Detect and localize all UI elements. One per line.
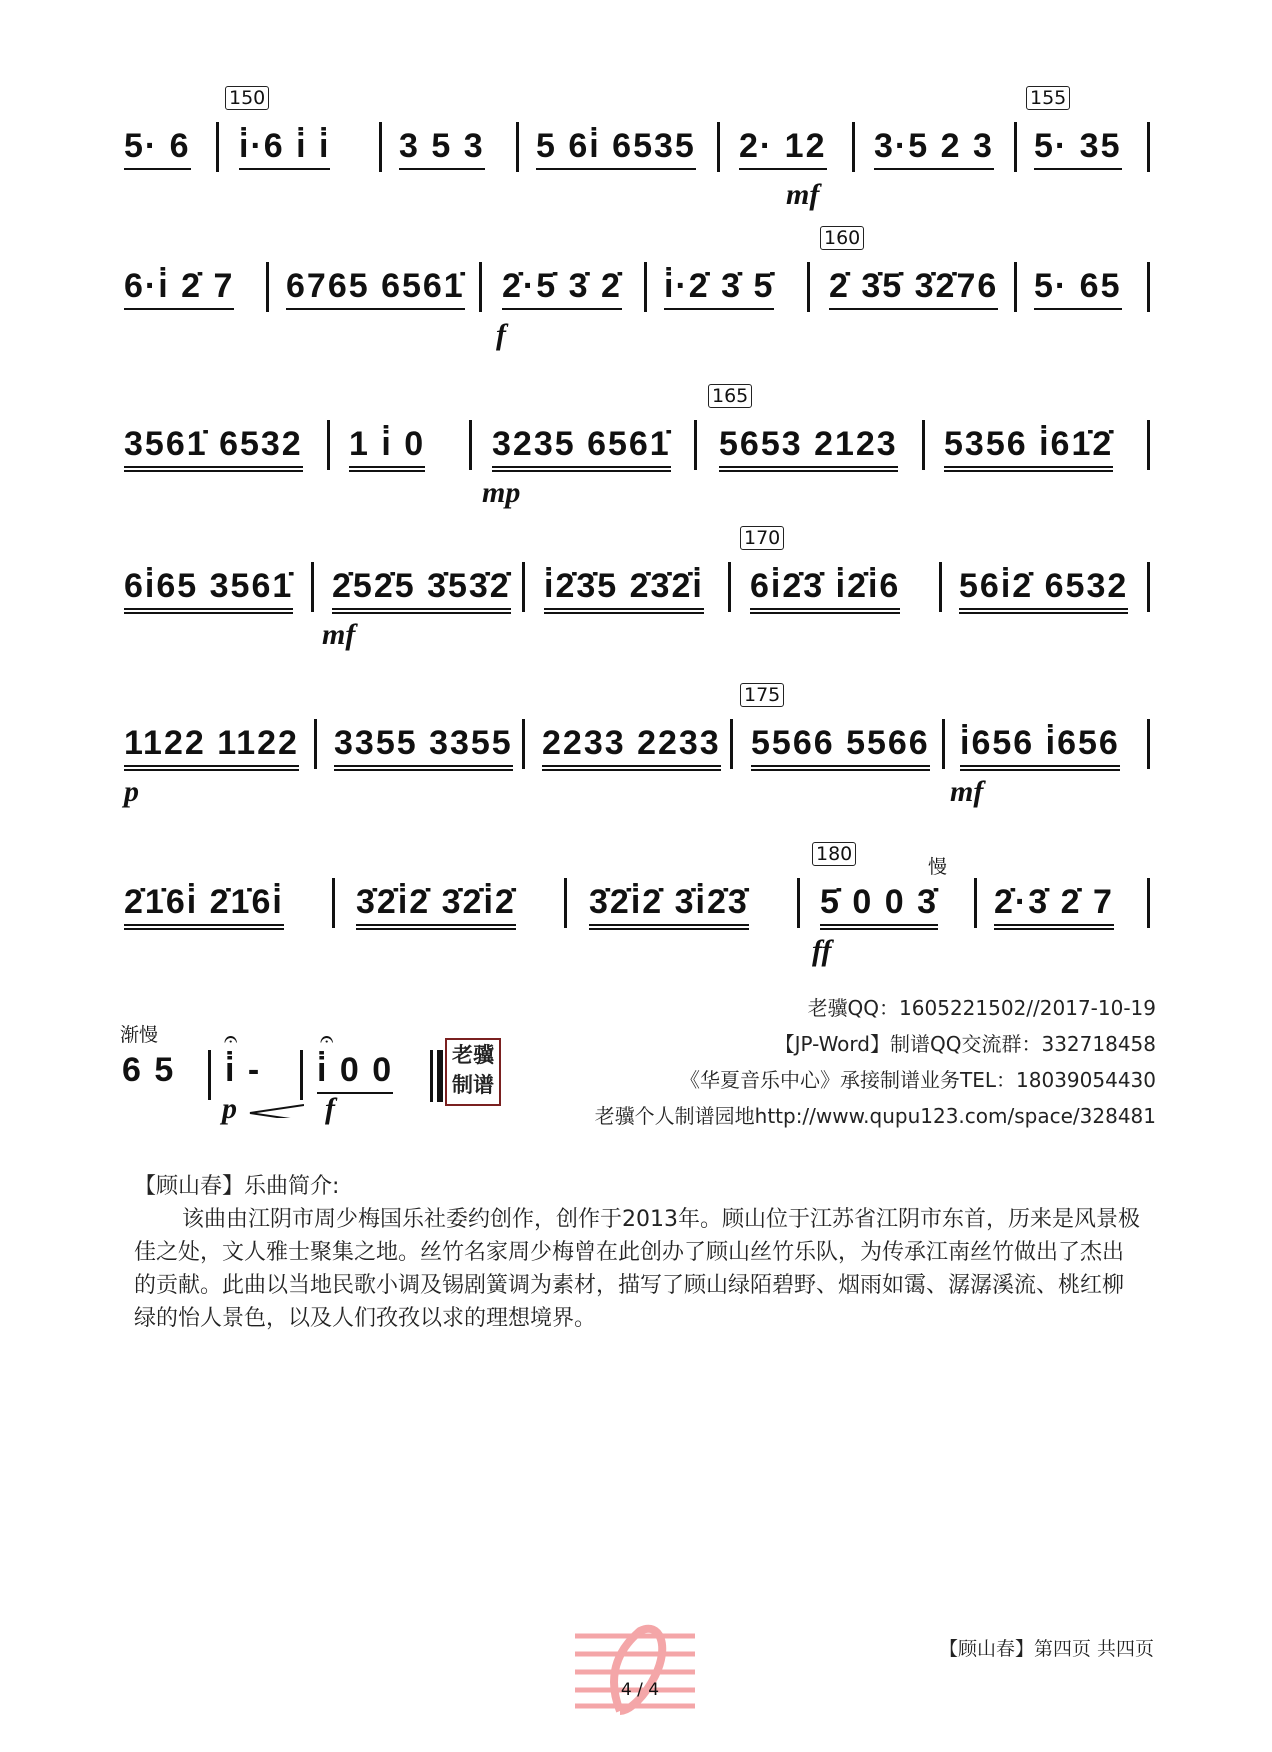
barline bbox=[1147, 719, 1150, 769]
measure-number: 155 bbox=[1026, 86, 1070, 110]
note-group: 5653 2123 bbox=[719, 424, 898, 472]
note-group: 6i̇65 3561̇ bbox=[124, 566, 293, 614]
stamp-line: 老骥 bbox=[452, 1043, 494, 1067]
barline bbox=[644, 262, 647, 312]
measure-number: 170 bbox=[740, 526, 784, 550]
barline bbox=[728, 562, 731, 612]
note-group: 56i̇2̇ 6532 bbox=[959, 566, 1128, 614]
barline bbox=[1014, 122, 1017, 172]
barline bbox=[216, 122, 219, 172]
measure-number: 150 bbox=[225, 86, 269, 110]
dynamic-marking: p bbox=[124, 775, 139, 808]
dynamic-marking: mf bbox=[786, 178, 820, 211]
intro bbox=[134, 1170, 1144, 1335]
note-group: i̇ - bbox=[225, 1051, 262, 1089]
barline bbox=[311, 562, 314, 612]
barline bbox=[797, 878, 800, 928]
credit-group: 【JP-Word】制谱QQ交流群：332718458 bbox=[774, 1032, 1156, 1056]
note-group: 6 5 bbox=[122, 1051, 176, 1089]
note-group: 1122 1122 bbox=[124, 723, 299, 771]
barline bbox=[300, 1050, 303, 1100]
note-group: i̇·6 i̇ i̇ bbox=[239, 126, 330, 170]
dynamic-marking: ff bbox=[812, 934, 832, 967]
score-row bbox=[124, 843, 1149, 967]
intro-body: 该曲由江阴市周少梅国乐社委约创作，创作于2013年。顾山位于江苏省江阴市东首，历来是风景极佳之处，文人雅士聚集之地。丝竹名家周少梅曾在此创办了顾山丝竹乐队，为传承江南丝竹做出了杰出的贡献。此曲以当地民歌小调及锡剧簧调为素材，描写了顾山绿陌碧野、烟雨如霭、潺潺溪流、桃红柳绿的怡人景色，以及人们孜孜以求的理想境界。 bbox=[134, 1207, 1140, 1331]
note-group: 1 i̇ 0 bbox=[349, 424, 425, 472]
barline bbox=[208, 1050, 211, 1100]
note-group: 5356 i̇61̇2̇ bbox=[944, 424, 1113, 472]
barline bbox=[694, 420, 697, 470]
barline bbox=[479, 262, 482, 312]
note-group: 3̇2̇i̇2̇ 3̇i̇2̇3̇ bbox=[589, 882, 749, 930]
score-row bbox=[124, 87, 1149, 211]
note-group: i̇2̇3̇5 2̇3̇2̇i̇ bbox=[544, 566, 704, 614]
credit-tel: 《华夏音乐中心》承接制谱业务TEL：18039054430 bbox=[680, 1068, 1156, 1092]
measure-number: 165 bbox=[708, 384, 752, 408]
score-row bbox=[124, 684, 1149, 808]
note-group: 2233 2233 bbox=[542, 723, 721, 771]
note-group: 5· 65 bbox=[1034, 266, 1122, 310]
barline bbox=[852, 122, 855, 172]
measure-number: 160 bbox=[820, 226, 864, 250]
barline bbox=[522, 719, 525, 769]
note-group: 3 5 3 bbox=[399, 126, 485, 170]
page-number: 4 / 4 bbox=[620, 1680, 660, 1700]
page-label: 【顾山春】第四页 共四页 bbox=[938, 1638, 1154, 1660]
note-group: i̇·2̇ 3̇ 5̇ bbox=[664, 266, 774, 310]
dynamic-marking: p bbox=[222, 1092, 237, 1125]
note-group: 2̇ 3̇5̇ 3̇2̇76 bbox=[829, 266, 998, 310]
credit-qq: 老骥QQ：1605221502//2017-10-19 bbox=[807, 996, 1156, 1020]
barline bbox=[332, 878, 335, 928]
score-row bbox=[124, 227, 1149, 351]
note-group: 5· 6 bbox=[124, 126, 191, 170]
barline bbox=[1147, 562, 1150, 612]
note-group: 2̇·3̇ 2̇ 7 bbox=[994, 882, 1114, 930]
barline bbox=[942, 719, 945, 769]
dynamic-marking: mf bbox=[322, 618, 356, 651]
intro-title: 【顾山春】乐曲简介: bbox=[134, 1174, 340, 1199]
note-group: 5̇ 0 0 3̇ bbox=[820, 882, 938, 930]
barline bbox=[730, 719, 733, 769]
note-group: 6765 6561̇ bbox=[286, 266, 465, 310]
barline bbox=[1147, 878, 1150, 928]
dynamic-marking: mf bbox=[950, 775, 984, 808]
barline bbox=[469, 420, 472, 470]
note-group: i̇656 i̇656 bbox=[960, 723, 1120, 771]
barline bbox=[314, 719, 317, 769]
barline bbox=[564, 878, 567, 928]
author-stamp bbox=[445, 1038, 501, 1106]
barline bbox=[516, 122, 519, 172]
barline bbox=[379, 122, 382, 172]
barline bbox=[807, 262, 810, 312]
barline bbox=[939, 562, 942, 612]
barline bbox=[1147, 122, 1150, 172]
note-group: 5· 35 bbox=[1034, 126, 1122, 170]
final-barline bbox=[430, 1050, 433, 1102]
tempo-marking: 慢 bbox=[928, 856, 948, 878]
note-group: 3·5 2 3 bbox=[874, 126, 994, 170]
dynamic-marking: f bbox=[496, 318, 506, 351]
barline bbox=[974, 878, 977, 928]
measure-number: 180 bbox=[812, 842, 856, 866]
note-group: 2· 12 bbox=[739, 126, 827, 170]
stamp-line: 制谱 bbox=[452, 1073, 494, 1097]
barline bbox=[1014, 262, 1017, 312]
dynamic-marking: mp bbox=[482, 476, 521, 509]
score-row bbox=[124, 385, 1149, 509]
note-group: 2̇1̇6i̇ 2̇1̇6i̇ bbox=[124, 882, 284, 930]
credit-url[interactable]: 老骥个人制谱园地http://www.qupu123.com/space/328481 bbox=[594, 1104, 1156, 1128]
logo-icon bbox=[570, 1616, 700, 1716]
barline bbox=[327, 420, 330, 470]
note-group: 5566 5566 bbox=[751, 723, 930, 771]
fermata-icon: 𝄐 bbox=[224, 1026, 238, 1053]
note-group: 6i̇2̇3̇ i̇2̇i̇6 bbox=[750, 566, 900, 614]
note-group: 3355 3355 bbox=[334, 723, 513, 771]
note-group: 2̇·5̇ 3̇ 2̇ bbox=[502, 266, 622, 310]
barline bbox=[717, 122, 720, 172]
barline bbox=[522, 562, 525, 612]
score-row bbox=[124, 527, 1149, 651]
crescendo-hairpin bbox=[248, 1104, 304, 1118]
barline bbox=[1147, 262, 1150, 312]
fermata-icon: 𝄐 bbox=[320, 1026, 334, 1053]
credits bbox=[595, 990, 1156, 1134]
barline bbox=[922, 420, 925, 470]
note-group: 2̇52̇5 3̇53̇2̇ bbox=[332, 566, 511, 614]
note-group: 3235 6561̇ bbox=[492, 424, 671, 472]
note-group: 3561̇ 6532 bbox=[124, 424, 303, 472]
dynamic-marking: f bbox=[325, 1092, 335, 1125]
barline bbox=[266, 262, 269, 312]
final-barline bbox=[437, 1050, 443, 1102]
note-group: 3̇2̇i̇2̇ 3̇2̇i̇2̇ bbox=[356, 882, 516, 930]
note-group: 5 6i̇ 6535 bbox=[536, 126, 696, 170]
tempo-marking: 渐慢 bbox=[120, 1024, 159, 1046]
note-group: i̇ 0 0 bbox=[317, 1050, 393, 1094]
barline bbox=[1147, 420, 1150, 470]
note-group: 6·i̇ 2̇ 7 bbox=[124, 266, 234, 310]
measure-number: 175 bbox=[740, 683, 784, 707]
